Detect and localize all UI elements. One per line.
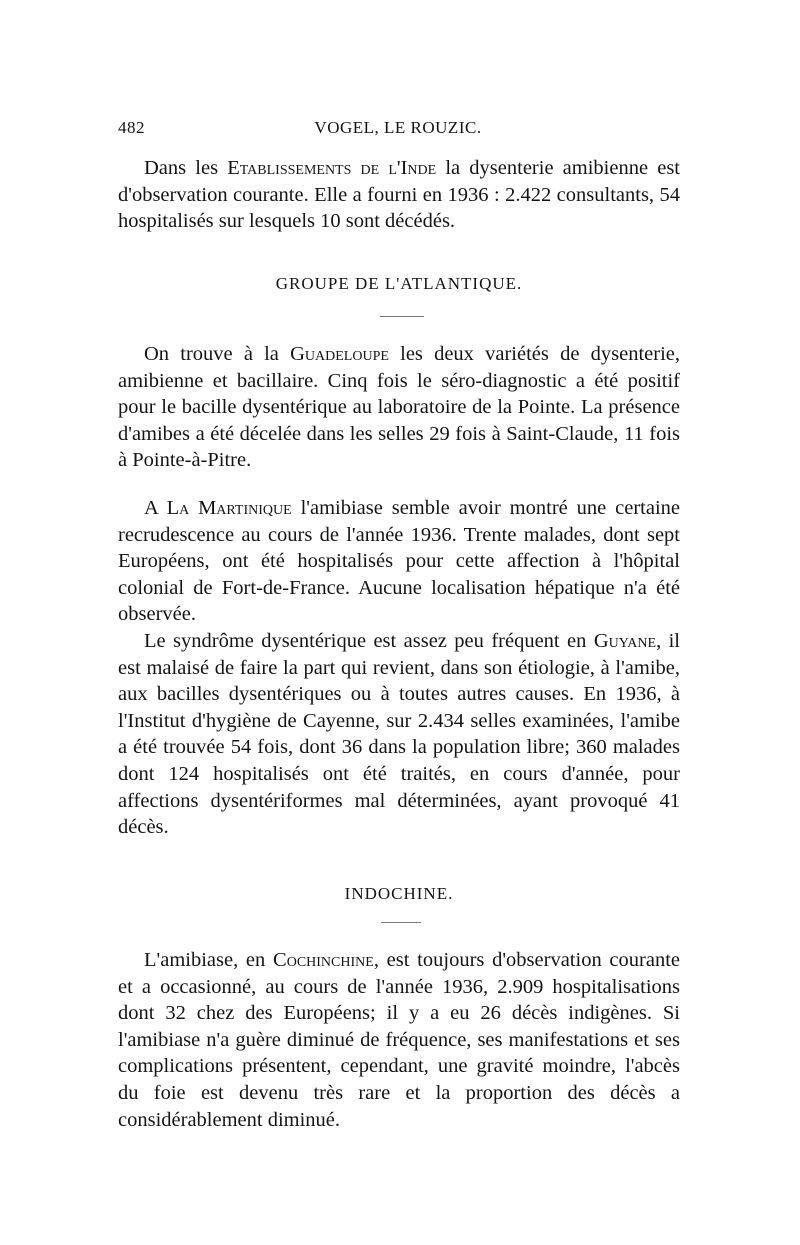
paragraph-cochinchine-term: Cochinchine	[273, 949, 374, 971]
paragraph-guadeloupe-term: Guadeloupe	[290, 343, 389, 365]
paragraph-guyane-before: Le syndrôme dysentérique est assez peu fréquent en	[144, 630, 594, 652]
paragraph-guadeloupe-before: On trouve à la	[144, 343, 291, 365]
heading-rule	[381, 922, 421, 923]
page-number: 482	[118, 118, 145, 137]
paragraph-cochinchine	[118, 947, 680, 1133]
paragraph-martinique-before: A	[144, 497, 167, 519]
paragraph-inde	[118, 155, 680, 235]
paragraph-guadeloupe-after: les deux variétés de dysenterie, amibienne et bacillaire. Cinq fois le séro-diagnostic a été positif pour le bacille dysentérique au laboratoire de la Pointe. La présence d'amibes a été décelée dans les selles 29 fois à Saint-Claude, 11 fois à Pointe-à-Pitre.	[118, 343, 680, 472]
paragraph-cochinchine-before: L'amibiase, en	[144, 949, 274, 971]
paragraph-martinique-after: l'amibiase semble avoir montré une certaine recrudescence au cours de l'année 1936. Trente malades, dont sept Européens, ont été hospitalisés pour cette affection à l'hôpital colonial de Fort-de-France. Aucune localisation hépatique n'a été observée.	[118, 497, 680, 626]
paragraph-guyane	[118, 628, 680, 841]
running-title: VOGEL, LE ROUZIC.	[314, 118, 482, 137]
paragraph-guyane-term: Guyane	[593, 630, 657, 652]
paragraph-cochinchine-after: , est toujours d'observation courante et a occasionné, au cours de l'année 1936, 2.909 hospitalisations dont 32 chez des Européens; il y a eu 26 décès indigènes. Si l'amibiase n'a guère diminué de fréquence, ses manifestations et ses complications présentent, cependant, une gravité moindre, l'abcès du foie est devenu très rare et la proportion des décès a considérablement diminué.	[118, 949, 680, 1131]
heading-indochine: INDOCHINE.	[344, 884, 454, 903]
paragraph-inde-after: la dysenterie amibienne est d'observation courante. Elle a fourni en 1936 : 2.422 consultants, 54 hospitalisés sur lesquels 10 sont décédés.	[118, 157, 680, 233]
paragraph-martinique-term: La Martinique	[166, 497, 292, 519]
paragraph-guadeloupe	[118, 341, 680, 474]
running-head	[118, 118, 678, 142]
paragraph-inde-before: Dans les	[144, 157, 228, 179]
paragraph-martinique	[118, 495, 680, 628]
paragraph-inde-term: Etablissements de l'Inde	[227, 157, 437, 179]
heading-rule	[380, 316, 424, 317]
paragraph-guyane-after: , il est malaisé de faire la part qui revient, dans son étiologie, à l'amibe, aux bacilles dysentériques ou à toutes autres causes. En 1936, à l'Institut d'hygiène de Cayenne, sur 2.434 selles examinées, l'amibe a été trouvée 54 fois, dont 36 dans la population libre; 360 malades dont 124 hospitalisés ont été traités, en cours d'année, pour affections dysentériformes mal déterminées, ayant provoqué 41 décès.	[118, 630, 680, 839]
heading-atlantique: GROUPE DE L'ATLANTIQUE.	[275, 274, 523, 293]
